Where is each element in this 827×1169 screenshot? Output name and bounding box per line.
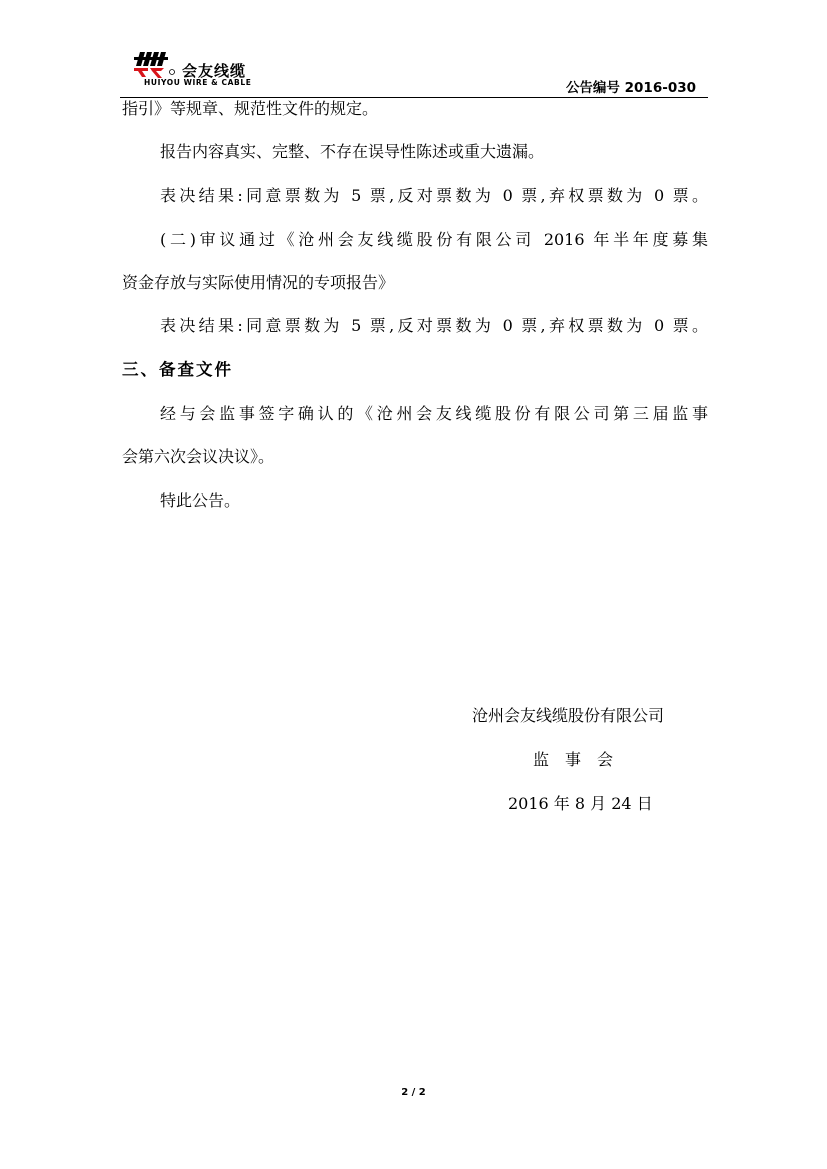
notice-number: 公告编号 2016-030 — [565, 80, 696, 96]
logo-english-name: HUIYOU WIRE & CABLE — [144, 78, 252, 87]
vote-result-2: 表决结果:同意票数为 5 票,反对票数为 0 票,弃权票数为 0 票。 — [160, 316, 708, 335]
company-logo — [132, 52, 292, 88]
section-3-heading: 三、备查文件 — [122, 360, 233, 379]
reference-docs-line-2: 会第六次会议决议》。 — [122, 447, 275, 466]
paragraph-continuation: 指引》等规章、规范性文件的规定。 — [122, 99, 379, 118]
closing-statement: 特此公告。 — [160, 491, 241, 510]
signature-company: 沧州会友线缆股份有限公司 — [472, 706, 665, 725]
signature-board: 监 事 会 — [533, 750, 614, 769]
signature-date: 2016 年 8 月 24 日 — [508, 794, 653, 813]
resolution-2-line-1: (二)审议通过《沧州会友线缆股份有限公司 2016 年半年度募集 — [160, 230, 708, 249]
page-number: 2 / 2 — [401, 1087, 426, 1098]
report-statement: 报告内容真实、完整、不存在误导性陈述或重大遗漏。 — [160, 142, 545, 161]
resolution-2-line-2: 资金存放与实际使用情况的专项报告》 — [122, 273, 395, 292]
logo-chinese-name: 会友线缆 — [182, 62, 247, 80]
vote-result-1: 表决结果:同意票数为 5 票,反对票数为 0 票,弃权票数为 0 票。 — [160, 186, 708, 205]
page-header — [120, 52, 708, 98]
reference-docs-line-1: 经与会监事签字确认的《沧州会友线缆股份有限公司第三届监事 — [160, 404, 708, 423]
